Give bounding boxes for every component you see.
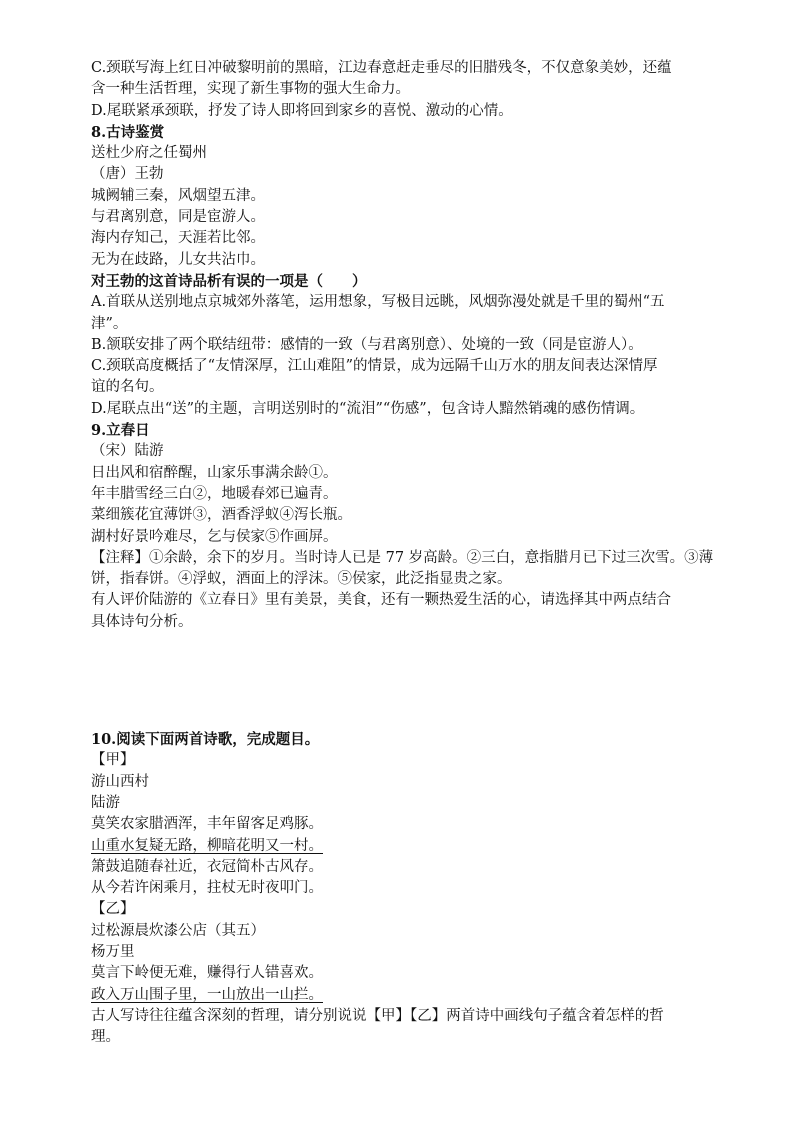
q9-heading: 9.立春日	[91, 422, 150, 440]
q8-option-b: B.颔联安排了两个联结纽带：感情的一致（与君离别意）、处境的一致（同是宦游人）。	[91, 336, 643, 353]
q8-option-c-line2: 谊的名句。	[91, 379, 164, 396]
q10-jia-line-underlined	[91, 836, 731, 857]
q8-option-d: D.尾联点出“送”的主题，言明送别时的“流泪”“伤感”，包含诗人黯然销魂的感伤情调。	[91, 400, 645, 417]
q8-option-c-line1: C.颈联高度概括了“友情深厚，江山难阻”的情景，成为远隔千山万水的朋友间表达深情厚	[91, 358, 658, 375]
q8-poem-title: 送杜少府之任蜀州	[91, 145, 207, 162]
q9-poem-line: 菜细簇花宜薄饼③，酒香浮蚁④泻长瓶。	[91, 507, 352, 524]
q9-question-line1: 有人评价陆游的《立春日》里有美景，美食，还有一颗热爱生活的心，请选择其中两点结合	[91, 592, 671, 609]
q10-jia-line: 箫鼓追随春社近，衣冠简朴古风存。	[91, 858, 323, 875]
q10-yi-author: 杨万里	[91, 943, 135, 960]
q7-option-c-line2: 含一种生活哲理，实现了新生事物的强大生命力。	[91, 81, 410, 98]
q10-jia-author: 陆游	[91, 794, 120, 811]
q10-yi-line: 莫言下岭便无难，赚得行人错喜欢。	[91, 965, 323, 982]
q9-poem-line: 日出风和宿醉醒，山家乐事满余龄①。	[91, 464, 338, 481]
q8-heading: 8.古诗鉴赏	[91, 123, 165, 141]
q8-question: 对王勃的这首诗品析有误的一项是（ ）	[91, 272, 367, 290]
q10-jia-line: 从今若许闲乘月，拄杖无时夜叩门。	[91, 880, 323, 897]
q10-jia-title: 游山西村	[91, 773, 149, 790]
q8-poem-line: 无为在歧路，儿女共沾巾。	[91, 251, 265, 268]
answer-space	[0, 633, 794, 729]
worksheet-page	[0, 58, 794, 1048]
q8-poem-author: （唐）王勃	[91, 166, 164, 183]
q10-yi-title: 过松源晨炊漆公店（其五）	[91, 922, 265, 939]
q10-jia-label: 【甲】	[91, 752, 135, 769]
q9-note-line1: 【注释】①余龄，余下的岁月。当时诗人已是 77 岁高龄。②三白，意指腊月已下过三次雪。③薄	[91, 549, 714, 566]
q9-poem-line: 年丰腊雪经三白②，地暖春郊已遍青。	[91, 485, 338, 502]
q10-jia-line: 莫笑农家腊酒浑，丰年留客足鸡豚。	[91, 816, 323, 833]
underlined-verse: 政入万山围子里，一山放出一山拦。	[91, 986, 323, 1003]
q10-question-line1: 古人写诗往往蕴含深刻的哲理，请分别说说【甲】【乙】两首诗中画线句子蕴含着怎样的哲	[91, 1007, 664, 1024]
q7-option-c-line1: C.颈联写海上红日冲破黎明前的黑暗，江边春意赶走垂尽的旧腊残冬，不仅意象美妙，还蕴	[91, 60, 672, 76]
q10-heading: 10.阅读下面两首诗歌，完成题目。	[91, 731, 320, 749]
q9-question-line2: 具体诗句分析。	[91, 613, 193, 630]
q10-yi-label: 【乙】	[91, 901, 135, 918]
q8-option-a-line2: 津”。	[91, 315, 128, 332]
underlined-verse: 山重水复疑无路，柳暗花明又一村。	[91, 837, 323, 854]
q9-note-line2: 饼，指春饼。④浮蚁，酒面上的浮沫。⑤侯家，此泛指显贵之家。	[91, 571, 512, 588]
q9-poem-author: （宋）陆游	[91, 443, 164, 460]
q8-option-a-line1: A.首联从送别地点京城郊外落笔，运用想象，写极目远眺，风烟弥漫处就是千里的蜀州“五	[91, 294, 665, 311]
q7-option-d: D.尾联紧承颈联，抒发了诗人即将回到家乡的喜悦、激动的心情。	[91, 102, 513, 119]
q10-yi-line-underlined	[91, 985, 731, 1006]
q10-question-line2: 理。	[91, 1029, 120, 1046]
q8-poem-line: 海内存知己，天涯若比邻。	[91, 230, 265, 247]
q8-poem-line: 与君离别意，同是宦游人。	[91, 209, 265, 226]
q8-poem-line: 城阙辅三秦，风烟望五津。	[91, 187, 265, 204]
q9-poem-line: 湖村好景吟难尽，乞与侯家⑤作画屏。	[91, 528, 338, 545]
